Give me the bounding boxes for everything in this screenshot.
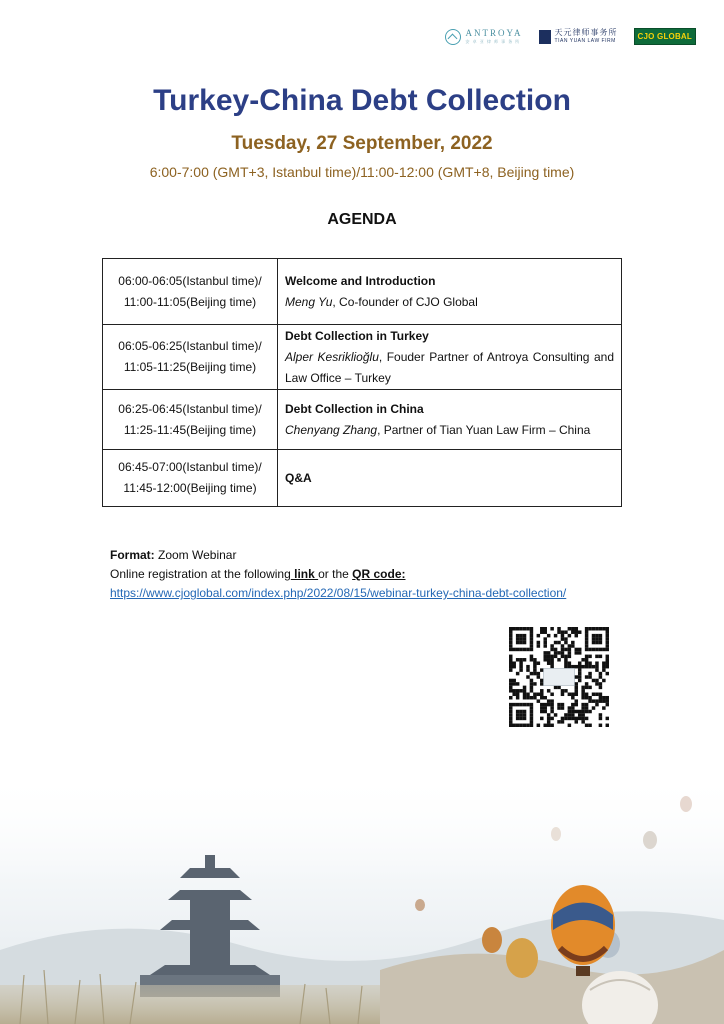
session-speaker-line xyxy=(285,420,614,441)
agenda-row xyxy=(103,325,622,390)
session-title: Q&A xyxy=(285,470,312,485)
format-label: Format: xyxy=(110,548,155,562)
agenda-heading: AGENDA xyxy=(327,211,397,228)
session-title: Debt Collection in Turkey xyxy=(285,328,429,343)
agenda-desc-cell xyxy=(278,325,622,390)
event-date: Tuesday, 27 September, 2022 xyxy=(231,133,493,154)
agenda-time-beijing: 11:45-12:00(Beijing time) xyxy=(123,481,257,495)
decorative-scene xyxy=(0,770,724,1024)
registration-or-the: or the xyxy=(318,567,353,581)
cjo-global-logo: CJO GLOBAL xyxy=(634,28,696,45)
speaker-name: Alper Kesriklioğlu xyxy=(285,349,379,364)
antroya-logo xyxy=(445,29,523,45)
registration-link-word[interactable]: link xyxy=(290,567,319,581)
agenda-time-beijing: 11:25-11:45(Beijing time) xyxy=(123,422,257,437)
qr-code[interactable] xyxy=(509,627,609,727)
qr-code-label: QR code: xyxy=(352,567,406,581)
tianyuan-logo-en: TIAN YUAN LAW FIRM xyxy=(554,38,616,44)
session-title: Debt Collection in China xyxy=(285,401,424,416)
agenda-row xyxy=(103,450,622,507)
agenda-row xyxy=(103,390,622,450)
agenda-row xyxy=(103,259,622,325)
agenda-time-cell xyxy=(103,390,278,450)
tianyuan-seal-icon xyxy=(539,30,551,44)
agenda-time-beijing: 11:05-11:25(Beijing time) xyxy=(123,360,257,374)
tianyuan-logo xyxy=(539,29,618,44)
qr-code-icon xyxy=(509,627,609,727)
antroya-mark-icon xyxy=(445,29,461,45)
agenda-desc-cell xyxy=(278,259,622,325)
format-value: Zoom Webinar xyxy=(154,548,237,562)
agenda-time-cell xyxy=(103,450,278,507)
agenda-time-istanbul: 06:45-07:00(Istanbul time)/ xyxy=(118,460,262,474)
agenda-time-cell xyxy=(103,325,278,390)
agenda-time-istanbul: 06:00-06:05(Istanbul time)/ xyxy=(118,273,262,288)
speaker-name: Meng Yu xyxy=(285,294,333,309)
speaker-name: Chenyang Zhang xyxy=(285,422,378,437)
logo-bar xyxy=(445,28,696,45)
format-line xyxy=(110,546,566,565)
session-title: Welcome and Introduction xyxy=(285,273,436,288)
event-title: Turkey-China Debt Collection xyxy=(153,84,571,117)
session-speaker-line xyxy=(285,347,614,389)
agenda-time-cell xyxy=(103,259,278,325)
antroya-logo-name: ANTROYA xyxy=(465,28,523,38)
agenda-time-istanbul: 06:05-06:25(Istanbul time)/ xyxy=(118,339,262,353)
agenda-table xyxy=(102,258,622,507)
antroya-logo-subtitle: 安 卓 亚 律 师 事 务 所 xyxy=(465,39,521,44)
registration-url-link[interactable]: https://www.cjoglobal.com/index.php/2022/08/15/webinar-turkey-china-debt-collection/ xyxy=(110,586,567,600)
agenda-desc-cell xyxy=(278,390,622,450)
agenda-time-beijing: 11:00-11:05(Beijing time) xyxy=(123,294,257,309)
registration-prefix: Online registration at the following xyxy=(110,567,291,581)
registration-line xyxy=(110,565,566,584)
speaker-role: , Fouder Partner of Antroya Consulting and Law Office – Turkey xyxy=(285,349,614,385)
tianyuan-logo-cn: 天元律师事务所 xyxy=(554,28,618,37)
speaker-role: , Partner of Tian Yuan Law Firm – China xyxy=(377,422,591,437)
session-speaker-line xyxy=(285,292,614,313)
event-time: 6:00-7:00 (GMT+3, Istanbul time)/11:00-12:00 (GMT+8, Beijing time) xyxy=(149,164,575,180)
agenda-time-istanbul: 06:25-06:45(Istanbul time)/ xyxy=(118,401,262,416)
format-section xyxy=(110,546,566,603)
agenda-desc-cell xyxy=(278,450,622,507)
speaker-role: , Co-founder of CJO Global xyxy=(332,294,478,309)
